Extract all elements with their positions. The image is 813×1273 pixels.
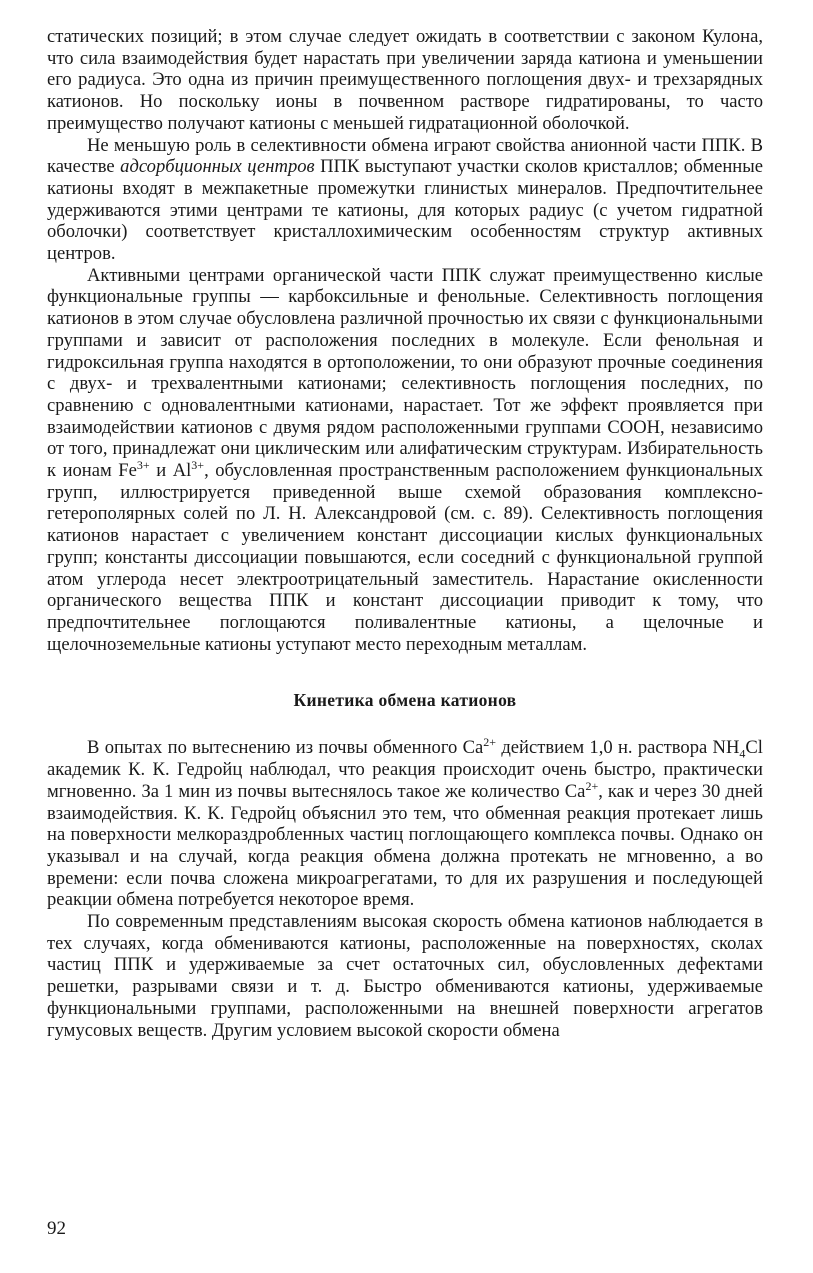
paragraph-2-part1: Не меньшую роль в селективности обмена играют свойства анионной части ППК. В качестве <box>47 134 763 178</box>
paragraph-1: статических позиций; в этом случае следует ожидать в соответствии с законом Кулона, что сила взаимодействия будет нарастать при увеличении заряда катиона и уменьшении его радиуса. Это одна из причин преимущественного поглощения двух- и трехзарядных катионов. Но поскольку ионы в почвенном растворе гидратированы, то часто преимущество получают катионы с меньшей гидратационной оболочкой. <box>47 26 763 134</box>
page-body <box>47 26 763 1041</box>
paragraph-5: По современным представлениям высокая скорость обмена катионов наблюдается в тех случаях, когда обмениваются катионы, расположенные на поверхностях, сколах частиц ППК и удерживаемые за счет остаточных сил, обусловленных дефектами решетки, разрывами связи и т. д. Быстро обмениваются катионы, удерживаемые функциональными группами, расположенными на внешней поверхности агрегатов гумусовых веществ. Другим условием высокой скорости обмена <box>47 911 763 1041</box>
fe-charge-superscript: 3+ <box>136 457 150 472</box>
paragraph-4 <box>47 737 763 911</box>
paragraph-3 <box>47 265 763 656</box>
paragraph-4-a: В опытах по вытеснению из почвы обменного Ca <box>87 737 484 759</box>
paragraph-2 <box>47 135 763 265</box>
ca-charge-superscript-2: 2+ <box>585 778 599 793</box>
paragraph-4-b: действием 1,0 н. раствора NH <box>496 737 740 759</box>
page-number: 92 <box>47 1218 66 1239</box>
paragraph-4-c: Cl академик К. К. Гедройц наблюдал, что реакция происходит очень быстро, практически мгновенно. За 1 мин из почвы вытеснялось такое же количество Ca <box>47 737 763 802</box>
paragraph-2-part2: ППК выступают участки сколов кристаллов; обменные катионы входят в межпакетные промежутки глинистых минералов. Предпочтительнее удерживаются этими центрами те катионы, для которых радиус (с учетом гидратной оболочки) соответствует кристаллохимическим особенностям структур активных центров. <box>47 156 763 265</box>
paragraph-3-mid: и Al <box>149 460 192 482</box>
paragraph-3-part1: Активными центрами органической части ППК служат преимущественно кислые функциональные группы — карбоксильные и фенольные. Селективность поглощения катионов в этом случае обусловлена различной прочностью их связи с функциональными группами и зависит от расположения последних в молекуле. Если фенольная и гидроксильная группа находятся в ортоположении, то они образуют прочные соединения с двух- и трехвалентными катионами; селективность поглощения последних, по сравнению с одновалентными катионами, нарастает. Тот же эффект проявляется при взаимодействии катионов с двумя рядом расположенными группами СООН, независимо от того, принадлежат они циклическим или алифатическим структурам. Избирательность к ионам Fe <box>47 264 763 482</box>
nh4-subscript: 4 <box>739 747 746 762</box>
ca-charge-superscript-1: 2+ <box>483 735 497 750</box>
section-heading: Кинетика обмена катионов <box>293 690 517 711</box>
al-charge-superscript: 3+ <box>191 457 205 472</box>
paragraph-2-italic-term: адсорбционных центров <box>120 156 315 178</box>
paragraph-3-part2: , обусловленная пространственным расположением функциональных групп, иллюстрируется приведенной выше схемой образования комплексно-гетерополярных солей по Л. Н. Александровой (см. с. 89). Селективность поглощения катионов нарастает с увеличением констант диссоциации кислых функциональных групп; константы диссоциации повышаются, если соседний с функциональной группой атом углерода несет электроотрицательный заместитель. Нарастание окисленности органического вещества ППК и констант диссоциации приводит к тому, что предпочтительнее поглощаются поливалентные катионы, а щелочные и щелочноземельные катионы уступают место переходным металлам. <box>47 460 763 655</box>
paragraph-4-d: , как и через 30 дней взаимодействия. К. К. Гедройц объяснил это тем, что обменная реакция протекает лишь на поверхности мелкораздробленных частиц поглощающего комплекса почвы. Однако он указывал и на случай, когда реакция обмена должна протекать не мгновенно, а во времени: если почва сложена микроагрегатами, то для их разрушения и последующей реакции обмена потребуется некоторое время. <box>47 780 763 911</box>
